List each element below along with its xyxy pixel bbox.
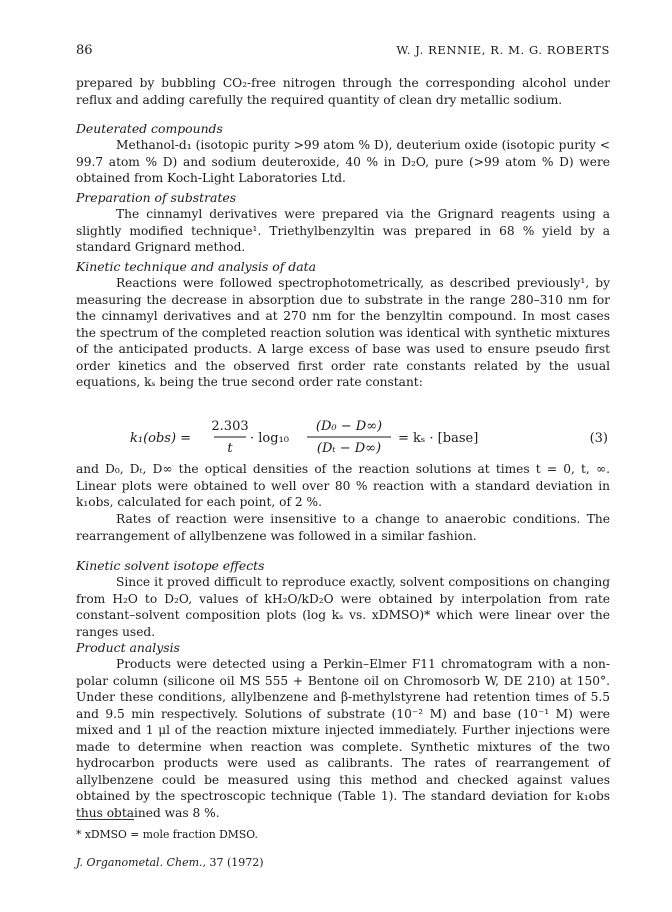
heading-kinetic: Kinetic technique and analysis of data bbox=[76, 259, 316, 274]
eq-number: (3) bbox=[589, 431, 608, 446]
heading-deuterated: Deuterated compounds bbox=[76, 121, 223, 136]
heading-product: Product analysis bbox=[76, 640, 180, 655]
paragraph-isotope: Since it proved difficult to reproduce exactly, solvent compositions on changing from H₂O to D₂O, values of kH₂O/kD₂O were obtained by interpolation from rate constant–solvent composition plots (log kₛ vs. xDMSO)* which were linear over the ranges used. bbox=[76, 575, 610, 639]
heading-substrates: Preparation of substrates bbox=[76, 190, 237, 205]
eq-log: · log₁₀ bbox=[250, 431, 289, 446]
page-number: 86 bbox=[76, 43, 93, 58]
footnote: * xDMSO = mole fraction DMSO. bbox=[76, 828, 258, 841]
journal-volume: 37 (1972) bbox=[209, 856, 264, 869]
intro-paragraph: prepared by bubbling CO₂-free nitrogen through the corresponding alcohol under reflux and adding carefully the required quantity of clean dry metallic sodium. bbox=[76, 76, 610, 107]
heading-isotope: Kinetic solvent isotope effects bbox=[76, 558, 265, 573]
eq-lhs: k₁(obs) = bbox=[130, 431, 192, 446]
journal-citation bbox=[76, 856, 264, 869]
running-authors: W. J. RENNIE, R. M. G. ROBERTS bbox=[396, 43, 610, 57]
eq-denominator: t bbox=[227, 441, 233, 456]
eq-frac-numerator: (D₀ − D∞) bbox=[315, 419, 383, 434]
journal-name: J. Organometal. Chem., bbox=[76, 856, 206, 869]
paragraph-substrates: The cinnamyl derivatives were prepared via the Grignard reagents using a slightly modified technique¹. Triethylbenzyltin was prepared in 68 % yield by a standard Grignard method. bbox=[76, 207, 610, 254]
paragraph-deuterated: Methanol-d₁ (isotopic purity >99 atom % D), deuterium oxide (isotopic purity < 99.7 atom % D) and sodium deuteroxide, 40 % in D₂O, pure (>99 atom % D) were obtained from Koch-Light Laboratories Ltd. bbox=[76, 138, 610, 185]
eq-rhs: = kₛ · [base] bbox=[398, 431, 479, 446]
paragraph-rates: Rates of reaction were insensitive to a change to anaerobic conditions. The rearrangement of allylbenzene was followed in a similar fashion. bbox=[76, 512, 610, 543]
equation-graphic bbox=[76, 415, 610, 459]
paragraph-densities: and D₀, Dₜ, D∞ the optical densities of the reaction solutions at times t = 0, t, ∞. Linear plots were obtained to well over 80 % reaction with a standard deviation in k₁obs, calculated for each point, of 2 %. bbox=[76, 462, 610, 509]
eq-frac-denominator: (Dₜ − D∞) bbox=[316, 441, 382, 456]
footnote-rule bbox=[76, 819, 134, 820]
running-header bbox=[76, 43, 610, 59]
eq-numerator: 2.303 bbox=[211, 419, 249, 434]
paragraph-product: Products were detected using a Perkin–Elmer F11 chromatogram with a non-polar column (silicone oil MS 555 + Bentone oil on Chromosorb W, DE 210) at 150°. Under these conditions, allylbenzene and β-methylstyrene had retention times of 5.5 and 9.5 min respectively. Solutions of substrate (10⁻² M) and base (10⁻¹ M) were mixed and 1 μl of the reaction mixture injected immediately. Further injections were made to determine when reaction was complete. Synthetic mixtures of the two hydrocarbon products were used as calibrants. The rates of rearrangement of allylbenzene could be measured using this method and checked against values obtained by the spectroscopic technique (Table 1). The standard deviation for k₁obs thus obtained was 8 %. bbox=[76, 657, 610, 820]
paragraph-kinetic: Reactions were followed spectrophotometrically, as described previously¹, by measuring the decrease in absorption due to substrate in the range 280–310 nm for the cinnamyl derivatives and at 270 nm for the benzyltin compound. In most cases the spectrum of the completed reaction solution was identical with synthetic mixtures of the anticipated products. A large excess of base was used to ensure pseudo first order kinetics and the observed first order rate constants related by the usual equations, kₛ being the true second order rate constant: bbox=[76, 276, 610, 389]
equation-3 bbox=[76, 415, 610, 459]
